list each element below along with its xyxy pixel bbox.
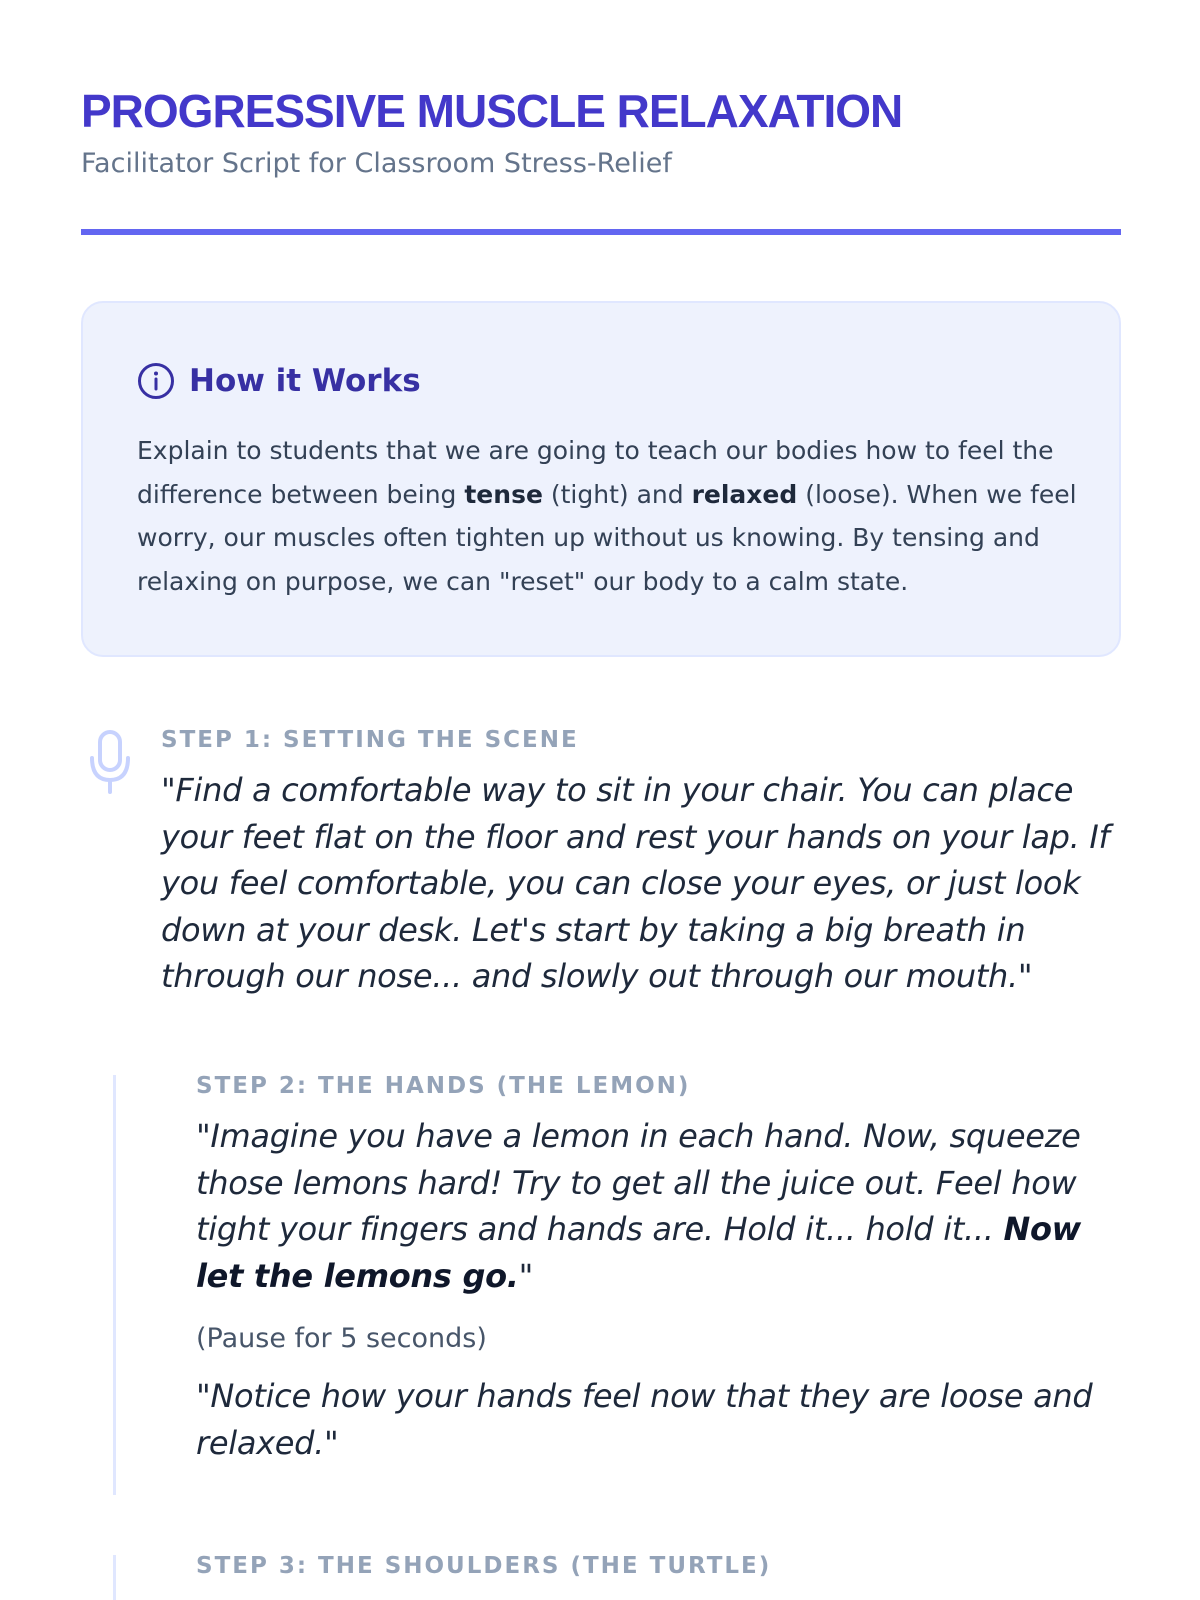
info-text-part: Explain to students that we are going to teach our bodies how to feel the difference between being bbox=[137, 436, 1054, 509]
quote-text: "Imagine you have a lemon in each hand. Now, squeeze those lemons hard! Try to get all the juice out. Feel how tight your fingers and hands are. Hold it... hold it... bbox=[196, 1117, 1081, 1248]
quote-text: " bbox=[518, 1256, 534, 1295]
page-title: PROGRESSIVE MUSCLE RELAXATION bbox=[81, 85, 903, 137]
info-circle-icon bbox=[137, 362, 175, 400]
page-subtitle: Facilitator Script for Classroom Stress-Relief bbox=[81, 148, 672, 179]
step-1-quote: "Find a comfortable way to sit in your chair. You can place your feet flat on the floor and rest your hands on your lap. If you feel comfortable, you can close your eyes, or just look down at your desk. Let's start by taking a big breath in through our nose... and slowly out through our mouth." bbox=[161, 771, 1110, 995]
step-1-label: STEP 1: SETTING THE SCENE bbox=[161, 727, 579, 753]
step-2-label: STEP 2: THE HANDS (THE LEMON) bbox=[196, 1073, 691, 1099]
keyword-tense: tense bbox=[464, 479, 543, 509]
info-text-part: (tight) and bbox=[542, 479, 692, 509]
how-it-works-title: How it Works bbox=[189, 363, 421, 399]
step-2-followup-quote: "Notice how your hands feel now that they are loose and relaxed." bbox=[196, 1377, 1093, 1462]
step-2 bbox=[113, 1075, 1123, 1495]
microphone-icon bbox=[88, 730, 134, 796]
how-it-works-text bbox=[137, 429, 1077, 603]
info-text-part: (loose). When we feel worry, our muscles often tighten up without us knowing. By tensing and relaxing on purpose, we can "reset" our body to a calm state. bbox=[137, 479, 1077, 596]
header-divider bbox=[81, 229, 1121, 235]
keyword-relaxed: relaxed bbox=[691, 479, 798, 509]
step-1 bbox=[81, 725, 1121, 1000]
step-2-quote bbox=[196, 1113, 1116, 1299]
how-it-works-header bbox=[137, 359, 1065, 403]
quote-emphasis: Now let the lemons go. bbox=[196, 1210, 1081, 1295]
pause-note: (Pause for 5 seconds) bbox=[196, 1323, 487, 1354]
how-it-works-card bbox=[81, 301, 1121, 657]
step-3-label: STEP 3: THE SHOULDERS (THE TURTLE) bbox=[196, 1553, 772, 1579]
step-3 bbox=[113, 1555, 1123, 1600]
